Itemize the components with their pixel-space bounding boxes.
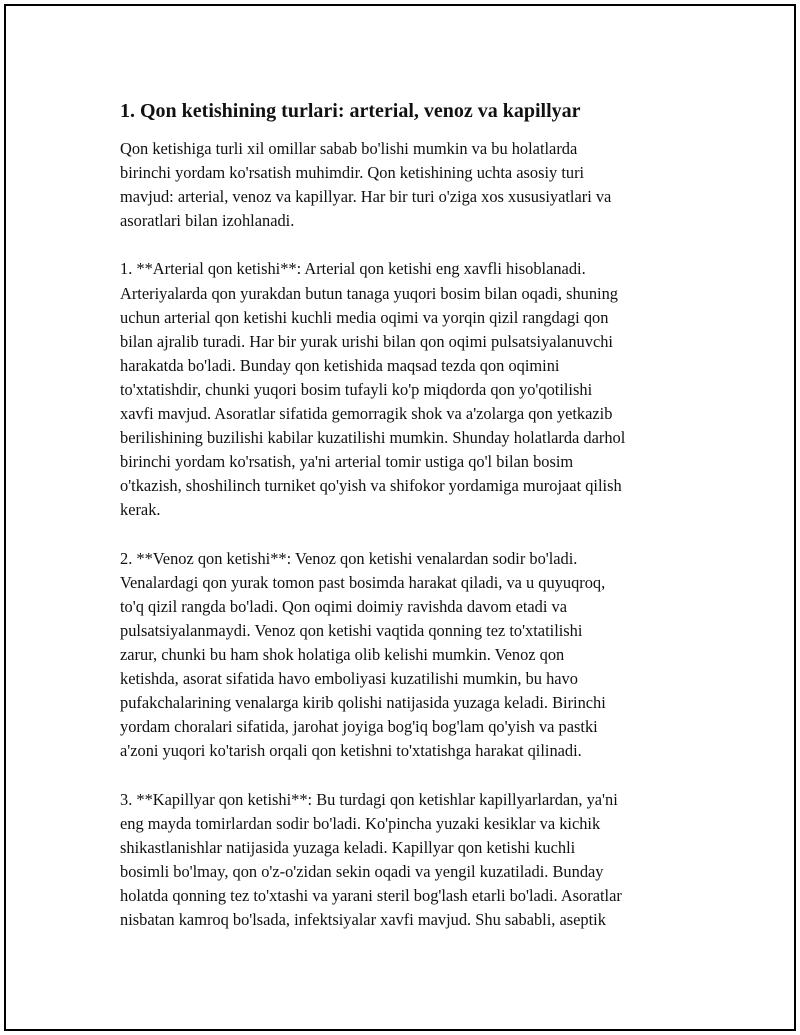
text-line: mavjud: arterial, venoz va kapillyar. Har bir turi o'ziga xos xususiyatlari va (120, 187, 612, 207)
text-line: kerak. (120, 500, 161, 520)
text-line: to'q qizil rangda bo'ladi. Qon oqimi doimiy ravishda davom etadi va (120, 596, 567, 616)
text-line: o'tkazish, shoshilinch turniket qo'yish va shifokor yordamiga murojaat qilish (120, 476, 622, 496)
text-line: pulsatsiyalanmaydi. Venoz qon ketishi vaqtida qonning tez to'xtatilishi (120, 620, 583, 640)
text-line: 1. **Arterial qon ketishi**: Arterial qon ketishi eng xavfli hisoblanadi. (120, 259, 586, 279)
text-line: bosimli bo'lmay, qon o'z-o'zidan sekin oqadi va yengil kuzatiladi. Bunday (120, 861, 604, 881)
text-line: to'xtatishdir, chunki yuqori bosim tufayli ko'p miqdorda qon yo'qotilishi (120, 379, 593, 399)
text-line: zarur, chunki bu ham shok holatiga olib kelishi mumkin. Venoz qon (120, 644, 565, 664)
text-line: birinchi yordam ko'rsatish, ya'ni arterial tomir ustiga qo'l bilan bosim (120, 452, 574, 472)
venous-paragraph (120, 547, 700, 764)
text-line: birinchi yordam ko'rsatish muhimdir. Qon ketishining uchta asosiy turi (120, 163, 585, 183)
capillary-paragraph (120, 788, 700, 933)
text-line: a'zoni yuqori ko'tarish orqali qon ketishni to'xtatishga harakat qilinadi. (120, 741, 582, 761)
text-line: Qon ketishiga turli xil omillar sabab bo'lishi mumkin va bu holatlarda (120, 139, 578, 158)
text-line: pufakchalarining venalarga kirib qolishi natijasida yuzaga keladi. Birinchi (120, 693, 606, 713)
text-line: nisbatan kamroq bo'lsada, infektsiyalar xavfi mavjud. Shu sababli, aseptik (120, 910, 606, 929)
text-line: 2. **Venoz qon ketishi**: Venoz qon ketishi venalardan sodir bo'ladi. (120, 548, 578, 568)
text-line: shikastlanishlar natijasida yuzaga keladi. Kapillyar qon ketishi kuchli (120, 837, 576, 857)
intro-paragraph (120, 137, 700, 233)
arterial-paragraph (120, 257, 700, 522)
text-line: bilan ajralib turadi. Har bir yurak urishi bilan qon oqimi pulsatsiyalanuvchi (120, 331, 613, 351)
text-line: yordam choralari sifatida, jarohat joyiga bog'iq bog'lam qo'yish va pastki (120, 717, 598, 737)
text-line: xavfi mavjud. Asoratlar sifatida gemorragik shok va a'zolarga qon yetkazib (120, 404, 613, 424)
page-frame (4, 4, 796, 1031)
text-line: asoratlari bilan izohlanadi. (120, 211, 295, 231)
text-line: ketishda, asorat sifatida havo emboliyasi kuzatilishi mumkin, bu havo (120, 669, 578, 689)
text-line: holatda qonning tez to'xtashi va yarani steril bog'lash etarli bo'ladi. Asoratlar (120, 885, 622, 905)
text-line: uchun arterial qon ketishi kuchli media oqimi va yorqin qizil rangdagi qon (120, 307, 609, 327)
text-line: Venalardagi qon yurak tomon past bosimda harakat qiladi, va u quyuqroq, (120, 572, 606, 592)
text-line: berilishining buzilishi kabilar kuzatilishi mumkin. Shunday holatlarda darhol (120, 428, 626, 448)
document-body (120, 98, 700, 956)
text-line: 3. **Kapillyar qon ketishi**: Bu turdagi qon ketishlar kapillyarlardan, ya'ni (120, 789, 618, 809)
text-line: eng mayda tomirlardan sodir bo'ladi. Ko'pincha yuzaki kesiklar va kichik (120, 813, 601, 833)
text-line: harakatda bo'ladi. Bunday qon ketishida maqsad tezda qon oqimini (120, 355, 560, 375)
page-title: 1. Qon ketishining turlari: arterial, venoz va kapillyar (120, 100, 581, 122)
text-line: Arteriyalarda qon yurakdan butun tanaga yuqori bosim bilan oqadi, shuning (120, 283, 618, 303)
